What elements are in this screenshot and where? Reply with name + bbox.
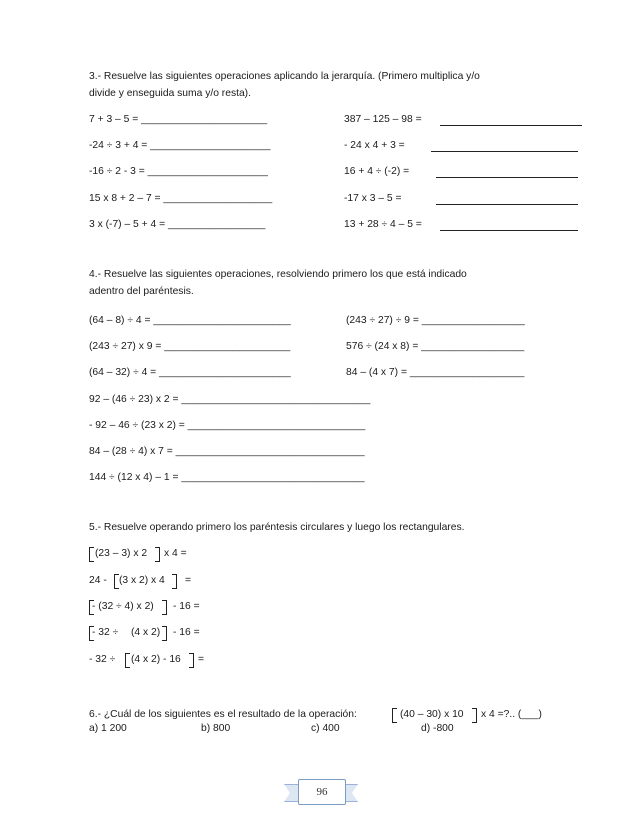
s4-left-2: (243 ÷ 27) x 9 = ______________________ bbox=[89, 341, 291, 352]
s4-full-1: 92 – (46 ÷ 23) x 2 = _________________________________ bbox=[89, 394, 371, 405]
s3-instruction-line1: 3.- Resuelve las siguientes operaciones aplicando la jerarquía. (Primero multiplica y/o bbox=[89, 71, 480, 82]
s6-option-b: b) 800 bbox=[201, 723, 231, 734]
s3-left-2: -24 ÷ 3 + 4 = _____________________ bbox=[89, 140, 271, 151]
s3-left-5: 3 x (-7) – 5 + 4 = _________________ bbox=[89, 219, 266, 230]
right-bracket bbox=[162, 600, 167, 615]
right-bracket bbox=[155, 547, 160, 562]
s3-right-1: 387 – 125 – 98 = bbox=[344, 114, 422, 125]
s5-e2-bracketed: (3 x 2) x 4 bbox=[119, 575, 165, 586]
s5-e1-tail: x 4 = bbox=[164, 548, 187, 559]
left-bracket bbox=[89, 547, 94, 562]
right-bracket bbox=[189, 653, 194, 668]
right-bracket bbox=[472, 708, 477, 723]
s5-instruction: 5.- Resuelve operando primero los paréntesis circulares y luego los rectangulares. bbox=[89, 522, 465, 533]
s3-instruction-line2: divide y enseguida suma y/o resta). bbox=[89, 88, 251, 99]
s4-full-3: 84 – (28 ÷ 4) x 7 = _________________________________ bbox=[89, 446, 365, 457]
s5-e4-tail: - 16 = bbox=[173, 627, 200, 638]
s5-e5-tail: = bbox=[198, 654, 205, 665]
s6-option-d: d) -800 bbox=[421, 723, 454, 734]
s5-e4-bracketed: (4 x 2) bbox=[131, 627, 161, 638]
s6-question-bracketed: (40 – 30) x 10 bbox=[400, 709, 464, 720]
s4-instruction-line1: 4.- Resuelve las siguientes operaciones, resolviendo primero los que está indicado bbox=[89, 269, 467, 280]
right-bracket bbox=[162, 626, 167, 641]
left-bracket bbox=[392, 708, 397, 723]
s5-e3-tail: - 16 = bbox=[173, 601, 200, 612]
s5-e2-tail: = bbox=[185, 575, 192, 586]
s3-left-4: 15 x 8 + 2 – 7 = ___________________ bbox=[89, 193, 273, 204]
s4-right-1: (243 ÷ 27) ÷ 9 = __________________ bbox=[346, 315, 525, 326]
s6-option-c: c) 400 bbox=[311, 723, 340, 734]
s3-right-2-answer-line bbox=[431, 151, 578, 152]
s3-right-4-answer-line bbox=[436, 204, 578, 205]
page-number: 96 bbox=[298, 779, 346, 805]
s5-e5-bracketed: (4 x 2) - 16 bbox=[131, 654, 181, 665]
s4-instruction-line2: adentro del paréntesis. bbox=[89, 286, 194, 297]
s4-full-2: - 92 – 46 ÷ (23 x 2) = _______________________________ bbox=[89, 420, 366, 431]
s5-e3-bracketed: - (32 ÷ 4) x 2) bbox=[92, 601, 154, 612]
s4-right-2: 576 ÷ (24 x 8) = __________________ bbox=[346, 341, 525, 352]
s4-left-1: (64 – 8) ÷ 4 = ________________________ bbox=[89, 315, 291, 326]
s3-right-4: -17 x 3 – 5 = bbox=[344, 193, 402, 204]
s5-e1-bracketed: (23 – 3) x 2 bbox=[95, 548, 148, 559]
left-bracket bbox=[125, 653, 130, 668]
s3-right-2: - 24 x 4 + 3 = bbox=[344, 140, 405, 151]
s3-left-3: -16 ÷ 2 - 3 = _____________________ bbox=[89, 166, 268, 177]
s3-right-3: 16 + 4 ÷ (-2) = bbox=[344, 166, 410, 177]
s3-left-1: 7 + 3 – 5 = ______________________ bbox=[89, 114, 268, 125]
s3-right-1-answer-line bbox=[440, 125, 582, 126]
s6-question-tail: x 4 =?.. (___) bbox=[481, 709, 542, 720]
s3-right-5: 13 + 28 ÷ 4 – 5 = bbox=[344, 219, 422, 230]
s3-right-5-answer-line bbox=[440, 230, 578, 231]
s4-right-3: 84 – (4 x 7) = ____________________ bbox=[346, 367, 525, 378]
s5-e4-head: - 32 ÷ bbox=[92, 627, 119, 638]
s6-question-head: 6.- ¿Cuál de los siguientes es el resultado de la operación: bbox=[89, 709, 357, 720]
s4-full-4: 144 ÷ (12 x 4) – 1 = ________________________________ bbox=[89, 472, 365, 483]
s3-right-3-answer-line bbox=[436, 177, 578, 178]
s5-e2-head: 24 - bbox=[89, 575, 107, 586]
s5-e5-head: - 32 ÷ bbox=[89, 654, 116, 665]
right-bracket bbox=[172, 574, 177, 589]
s6-option-a: a) 1 200 bbox=[89, 723, 127, 734]
s4-left-3: (64 – 32) ÷ 4 = _______________________ bbox=[89, 367, 291, 378]
